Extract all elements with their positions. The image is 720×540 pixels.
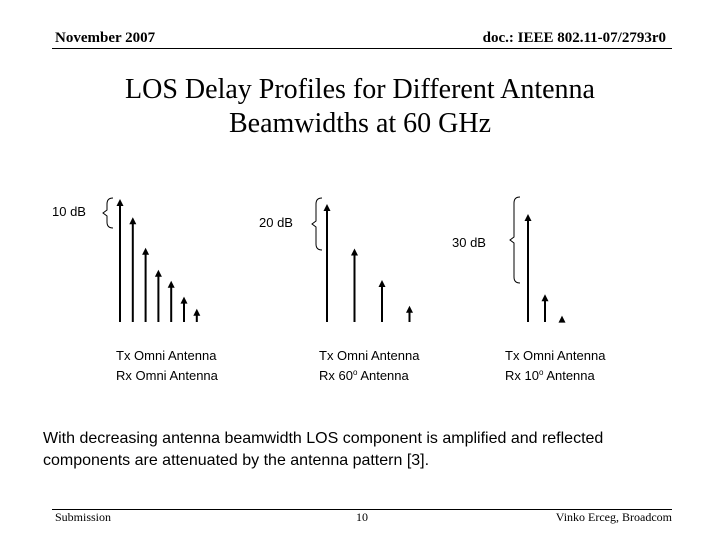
gain-label-profile-3: 30 dB [452, 235, 486, 250]
impulse-arrowhead [351, 248, 358, 255]
footer-author: Vinko Erceg, Broadcom [555, 510, 672, 524]
impulse-arrowhead [181, 297, 188, 304]
antenna-caption-profile-3 [505, 347, 605, 384]
gain-bracket [103, 198, 113, 228]
delay-profile-omni-omni [103, 198, 200, 322]
impulse-arrowhead [155, 270, 162, 277]
impulse-arrowhead [379, 280, 386, 287]
impulse-arrowhead [129, 217, 136, 224]
tx-antenna-label: Tx Omni Antenna [319, 348, 420, 363]
impulse-arrowhead [525, 214, 532, 221]
gain-label-profile-1: 10 dB [52, 204, 86, 219]
header-doc-id: doc.: IEEE 802.11-07/2793r0 [482, 30, 666, 46]
delay-profile-rx-10deg [510, 197, 566, 323]
impulse-arrowhead [324, 204, 331, 211]
impulse-arrowhead [193, 309, 200, 316]
slide-title-line-2: Beamwidths at 60 GHz [228, 108, 492, 139]
tx-antenna-label: Tx Omni Antenna [505, 348, 606, 363]
rx-antenna-label: Rx Omni Antenna [116, 368, 218, 383]
antenna-caption-profile-1 [116, 347, 218, 384]
header-date: November 2007 [55, 30, 156, 46]
gain-bracket [510, 197, 520, 283]
footer-page-number: 10 [356, 510, 368, 524]
gain-bracket [312, 198, 322, 250]
summary-text: With decreasing antenna beamwidth LOS component is amplified and reflected components are attenuated by the antenna pattern [3]. [43, 430, 604, 469]
tx-antenna-label: Tx Omni Antenna [116, 348, 217, 363]
impulse-arrowhead [542, 294, 549, 301]
impulse-arrowhead [168, 281, 175, 288]
antenna-caption-profile-2 [319, 347, 419, 384]
impulse-arrowhead [142, 248, 149, 255]
gain-label-profile-2: 20 dB [259, 215, 293, 230]
impulse-arrowhead [559, 316, 566, 323]
impulse-arrowhead [406, 306, 413, 313]
rx-antenna-label: Rx 60$^o$ Antenna [319, 368, 409, 383]
rx-antenna-label: Rx 10$^o$ Antenna [505, 368, 595, 383]
slide-title-line-1: LOS Delay Profiles for Different Antenna [125, 74, 595, 105]
footer-submission: Submission [55, 510, 112, 524]
impulse-arrowhead [117, 199, 124, 206]
delay-profile-rx-60deg [312, 198, 413, 322]
